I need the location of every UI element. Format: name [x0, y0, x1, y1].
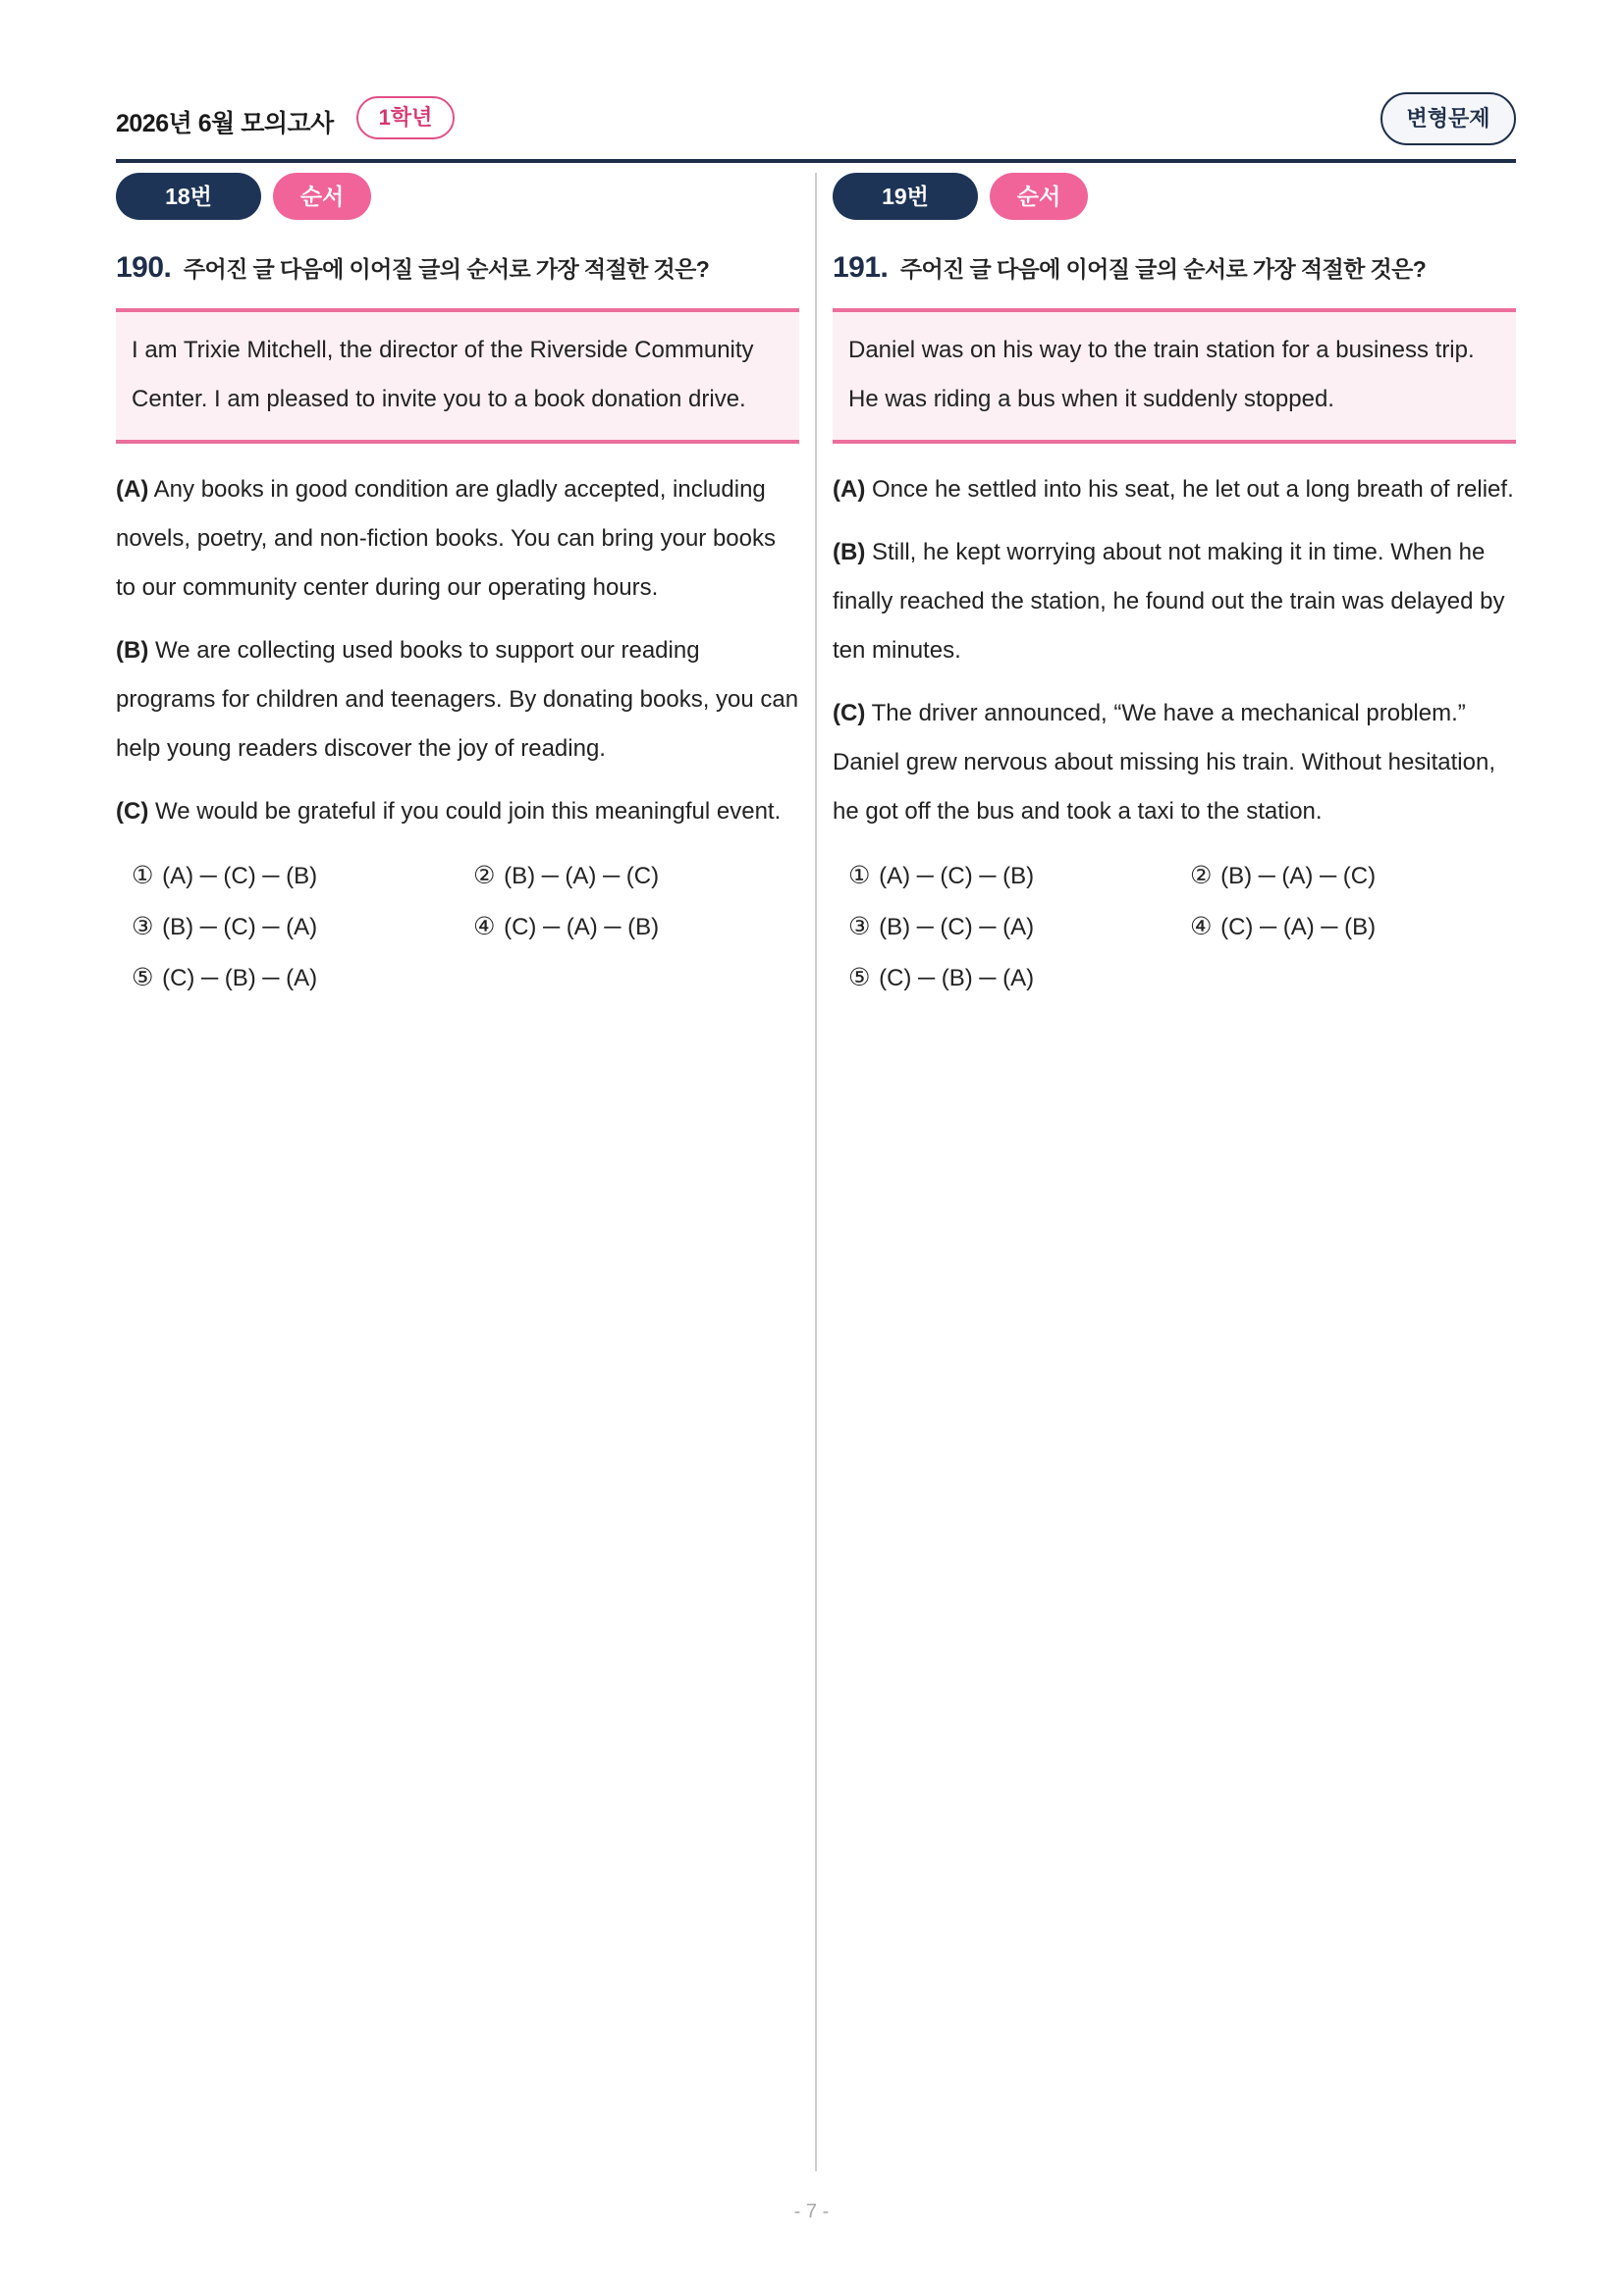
exam-title: 2026년 6월 모의고사	[116, 110, 334, 137]
choice-text: (B) ─ (C) ─ (A)	[872, 914, 1035, 940]
paragraph-text: Once he settled into his seat, he let out a long breath of relief.	[865, 476, 1514, 503]
choice-text: (C) ─ (A) ─ (B)	[1214, 914, 1377, 940]
choice-2[interactable]	[473, 850, 659, 902]
paragraph-b	[833, 528, 1516, 675]
paragraph-label: (A)	[833, 476, 866, 503]
choice-text: (C) ─ (A) ─ (B)	[497, 914, 660, 940]
choice-5[interactable]	[132, 952, 317, 1004]
source-number-tag: 19번	[833, 173, 978, 220]
choice-mark: ③	[132, 913, 154, 940]
answer-choices	[116, 850, 799, 1003]
choice-mark: ④	[473, 913, 496, 940]
choice-mark: ⑤	[132, 964, 154, 991]
paragraph-text: We would be grateful if you could join this meaningful event.	[148, 798, 782, 825]
choice-3[interactable]	[848, 901, 1034, 953]
paragraph-label: (C)	[116, 798, 149, 825]
question-column-left	[116, 173, 799, 1003]
paragraph-text: Still, he kept worrying about not making it in time. When he finally reached the station, he found out the train was delayed by ten minutes.	[833, 539, 1505, 664]
question-type-tag: 순서	[990, 173, 1088, 220]
paragraph-b	[116, 626, 799, 774]
choice-row	[848, 901, 1516, 952]
choice-row	[848, 952, 1516, 1003]
page-number: - 7 -	[793, 2201, 830, 2222]
question-tags	[116, 173, 799, 222]
paragraph-label: (B)	[116, 637, 149, 664]
choice-row	[132, 952, 799, 1003]
question-prompt: 주어진 글 다음에 이어질 글의 순서로 가장 적절한 것은?	[183, 256, 710, 282]
problem-type-badge: 변형문제	[1380, 92, 1516, 145]
answer-choices	[833, 850, 1516, 1003]
question-heading	[833, 251, 1516, 291]
choice-mark: ①	[132, 862, 154, 889]
grade-badge: 1학년	[356, 96, 455, 139]
choice-row	[132, 850, 799, 901]
choice-text: (C) ─ (B) ─ (A)	[155, 965, 318, 991]
choice-mark: ①	[848, 862, 871, 889]
choice-mark: ②	[473, 862, 496, 889]
choice-text: (A) ─ (C) ─ (B)	[872, 863, 1035, 889]
choice-4[interactable]	[473, 901, 659, 953]
choice-mark: ②	[1190, 862, 1213, 889]
choice-text: (B) ─ (A) ─ (C)	[497, 863, 660, 889]
question-prompt: 주어진 글 다음에 이어질 글의 순서로 가장 적절한 것은?	[899, 256, 1427, 282]
choice-mark: ⑤	[848, 964, 871, 991]
question-heading	[116, 251, 799, 291]
paragraph-label: (B)	[833, 539, 866, 565]
choice-text: (C) ─ (B) ─ (A)	[872, 965, 1035, 991]
paragraph-text: We are collecting used books to support our reading programs for children and teenagers. By donating books, you can help young readers discover the joy of reading.	[116, 637, 799, 762]
choice-text: (A) ─ (C) ─ (B)	[155, 863, 318, 889]
paragraph-label: (A)	[116, 476, 149, 503]
source-number-tag: 18번	[116, 173, 261, 220]
paragraph-c	[833, 689, 1516, 836]
given-passage: Daniel was on his way to the train station for a business trip. He was riding a bus when it suddenly stopped.	[833, 308, 1516, 444]
choice-row	[848, 850, 1516, 901]
choice-2[interactable]	[1190, 850, 1376, 902]
choice-mark: ③	[848, 913, 871, 940]
paragraph-label: (C)	[833, 700, 866, 726]
question-number: 191.	[833, 251, 889, 284]
choice-mark: ④	[1190, 913, 1213, 940]
choice-3[interactable]	[132, 901, 317, 953]
choice-4[interactable]	[1190, 901, 1376, 953]
choice-1[interactable]	[132, 850, 317, 902]
given-passage: I am Trixie Mitchell, the director of the Riverside Community Center. I am pleased to invite you to a book donation drive.	[116, 308, 799, 444]
choice-text: (B) ─ (C) ─ (A)	[155, 914, 318, 940]
paragraph-text: The driver announced, “We have a mechanical problem.” Daniel grew nervous about missing his train. Without hesitation, he got off the bus and took a taxi to the station.	[833, 700, 1495, 825]
choice-text: (B) ─ (A) ─ (C)	[1214, 863, 1377, 889]
choice-row	[132, 901, 799, 952]
paragraph-c	[116, 787, 799, 836]
choice-1[interactable]	[848, 850, 1034, 902]
choice-5[interactable]	[848, 952, 1034, 1004]
paragraph-text: Any books in good condition are gladly accepted, including novels, poetry, and non-fiction books. You can bring your books to our community center during our operating hours.	[116, 476, 776, 601]
column-divider	[815, 173, 817, 2171]
paragraph-a	[116, 465, 799, 613]
question-number: 190.	[116, 251, 172, 284]
question-tags	[833, 173, 1516, 222]
question-column-right	[833, 173, 1516, 1003]
page-header	[116, 96, 1516, 163]
question-type-tag: 순서	[273, 173, 371, 220]
paragraph-a	[833, 465, 1516, 514]
